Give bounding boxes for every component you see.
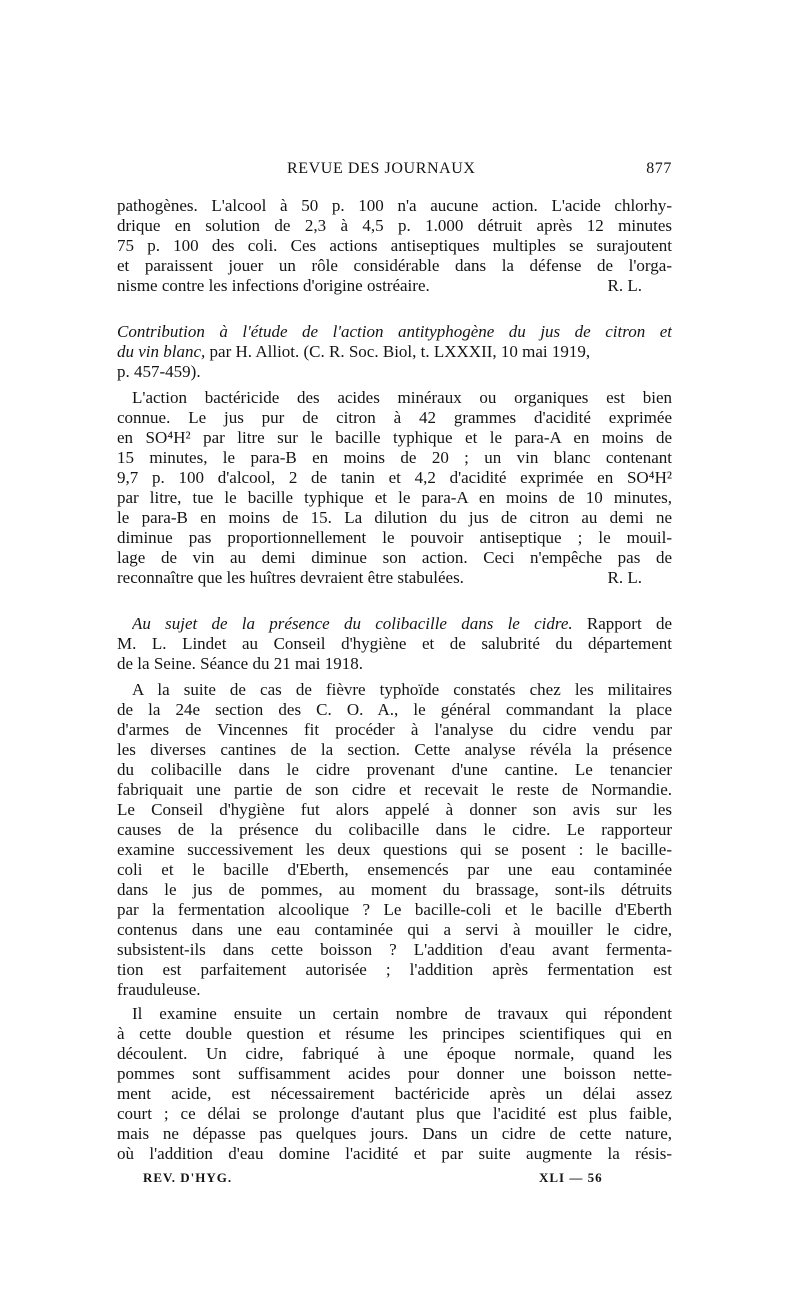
paragraph-end: reconnaître que les huîtres devraient être stabulées. [117, 568, 464, 587]
text-line: causes de la présence du colibacille dans le cidre. Le rapporteur [117, 820, 672, 839]
text-line: découlent. Un cidre, fabriqué à une époque normale, quand les [117, 1044, 672, 1063]
article-reference: Rapport de [572, 614, 672, 633]
text-line: et paraissent jouer un rôle considérable dans la défense de l'orga- [117, 256, 672, 275]
text-line: à cette double question et résume les principes scientifiques qui en [117, 1024, 672, 1043]
text-line: A la suite de cas de fièvre typhoïde constatés chez les militaires [132, 680, 672, 699]
footer-journal-abbrev: REV. D'HYG. [143, 1170, 233, 1185]
text-line: drique en solution de 2,3 à 4,5 p. 1.000 détruit après 12 minutes [117, 216, 672, 235]
article-reference: p. 457-459). [117, 362, 201, 381]
text-line: court ; ce délai se prolonge d'autant plus que l'acidité est plus faible, [117, 1104, 672, 1123]
text-line: par la fermentation alcoolique ? Le bacille-coli et le bacille d'Eberth [117, 900, 672, 919]
text-line: de la 24e section des C. O. A., le général commandant la place [117, 700, 672, 719]
text-line: Le Conseil d'hygiène fut alors appelé à donner son avis sur les [117, 800, 672, 819]
text-line: examine successivement les deux questions qui se posent : le bacille- [117, 840, 672, 859]
text-line: où l'addition d'eau domine l'acidité et par suite augmente la résis- [117, 1144, 672, 1163]
text-line: frauduleuse. [117, 980, 201, 999]
text-line [117, 568, 672, 588]
running-title: REVUE DES JOURNAUX [287, 160, 476, 177]
text-line: diminue pas proportionnellement le pouvoir antiseptique ; le mouil- [117, 528, 672, 547]
text-line: dans le jus de pommes, au moment du brassage, sont-ils détruits [117, 880, 672, 899]
text-line: fabriquait une partie de son cidre et recevait le reste de Normandie. [117, 780, 672, 799]
text-line: coli et le bacille d'Eberth, ensemencés par une eau contaminée [117, 860, 672, 879]
text-line: d'armes de Vincennes fit procéder à l'analyse du cidre vendu par [117, 720, 672, 739]
text-line: mais ne dépasse pas quelques jours. Dans un cidre de cette nature, [117, 1124, 672, 1143]
author-initials: R. L. [607, 276, 642, 295]
page-number: 877 [646, 160, 672, 177]
article-title: du vin blanc, par H. Alliot. (C. R. Soc. Biol, t. LXXXII, 10 mai 1919, [117, 342, 591, 361]
article-title: Au sujet de la présence du colibacille dans le cidre. Rapport de [132, 614, 672, 633]
text-line: pommes sont suffisamment acides pour donner une boisson nette- [117, 1064, 672, 1083]
text-line: 75 p. 100 des coli. Ces actions antiseptiques multiples se surajoutent [117, 236, 672, 255]
paragraph-end: nisme contre les infections d'origine ostréaire. [117, 276, 430, 295]
running-header [117, 160, 672, 182]
article-reference: M. L. Lindet au Conseil d'hygiène et de salubrité du département [117, 634, 672, 653]
text-line: pathogènes. L'alcool à 50 p. 100 n'a aucune action. L'acide chlorhy- [117, 196, 672, 215]
text-line: lage de vin au demi diminue son action. Ceci n'empêche pas de [117, 548, 672, 567]
text-line: par litre, tue le bacille typhique et le para-A en moins de 10 minutes, [117, 488, 672, 507]
article-reference: par H. Alliot. (C. R. Soc. Biol, t. LXXXII, 10 mai 1919, [205, 342, 591, 361]
article-reference: de la Seine. Séance du 21 mai 1918. [117, 654, 363, 673]
article-title: Contribution à l'étude de l'action antityphogène du jus de citron et [117, 322, 672, 341]
text-line: Il examine ensuite un certain nombre de travaux qui répondent [132, 1004, 672, 1023]
text-line: tion est parfaitement autorisée ; l'addition après fermentation est [117, 960, 672, 979]
text-line: connue. Le jus pur de citron à 42 grammes d'acidité exprimée [117, 408, 672, 427]
text-line: du colibacille dans le cidre provenant d'une cantine. Le tenancier [117, 760, 672, 779]
text-line: ment acide, est nécessairement bactéricide après un délai assez [117, 1084, 672, 1103]
text-line [117, 276, 672, 296]
text-line: subsistent-ils dans cette boisson ? L'addition d'eau avant fermenta- [117, 940, 672, 959]
footer-volume: XLI — 56 [539, 1170, 603, 1185]
author-initials: R. L. [607, 568, 642, 587]
text-line: en SO⁴H² par litre sur le bacille typhique et le para-A en moins de [117, 428, 672, 447]
text-line: les diverses cantines de la section. Cette analyse révéla la présence [117, 740, 672, 759]
text-line: 9,7 p. 100 d'alcool, 2 de tanin et 4,2 d'acidité exprimée en SO⁴H² [117, 468, 672, 487]
text-line: 15 minutes, le para-B en moins de 20 ; un vin blanc contenant [117, 448, 672, 467]
text-line: le para-B en moins de 15. La dilution du jus de citron au demi ne [117, 508, 672, 527]
text-line: L'action bactéricide des acides minéraux ou organiques est bien [132, 388, 672, 407]
text-line: contenus dans une eau contaminée qui a servi à mouiller le cidre, [117, 920, 672, 939]
